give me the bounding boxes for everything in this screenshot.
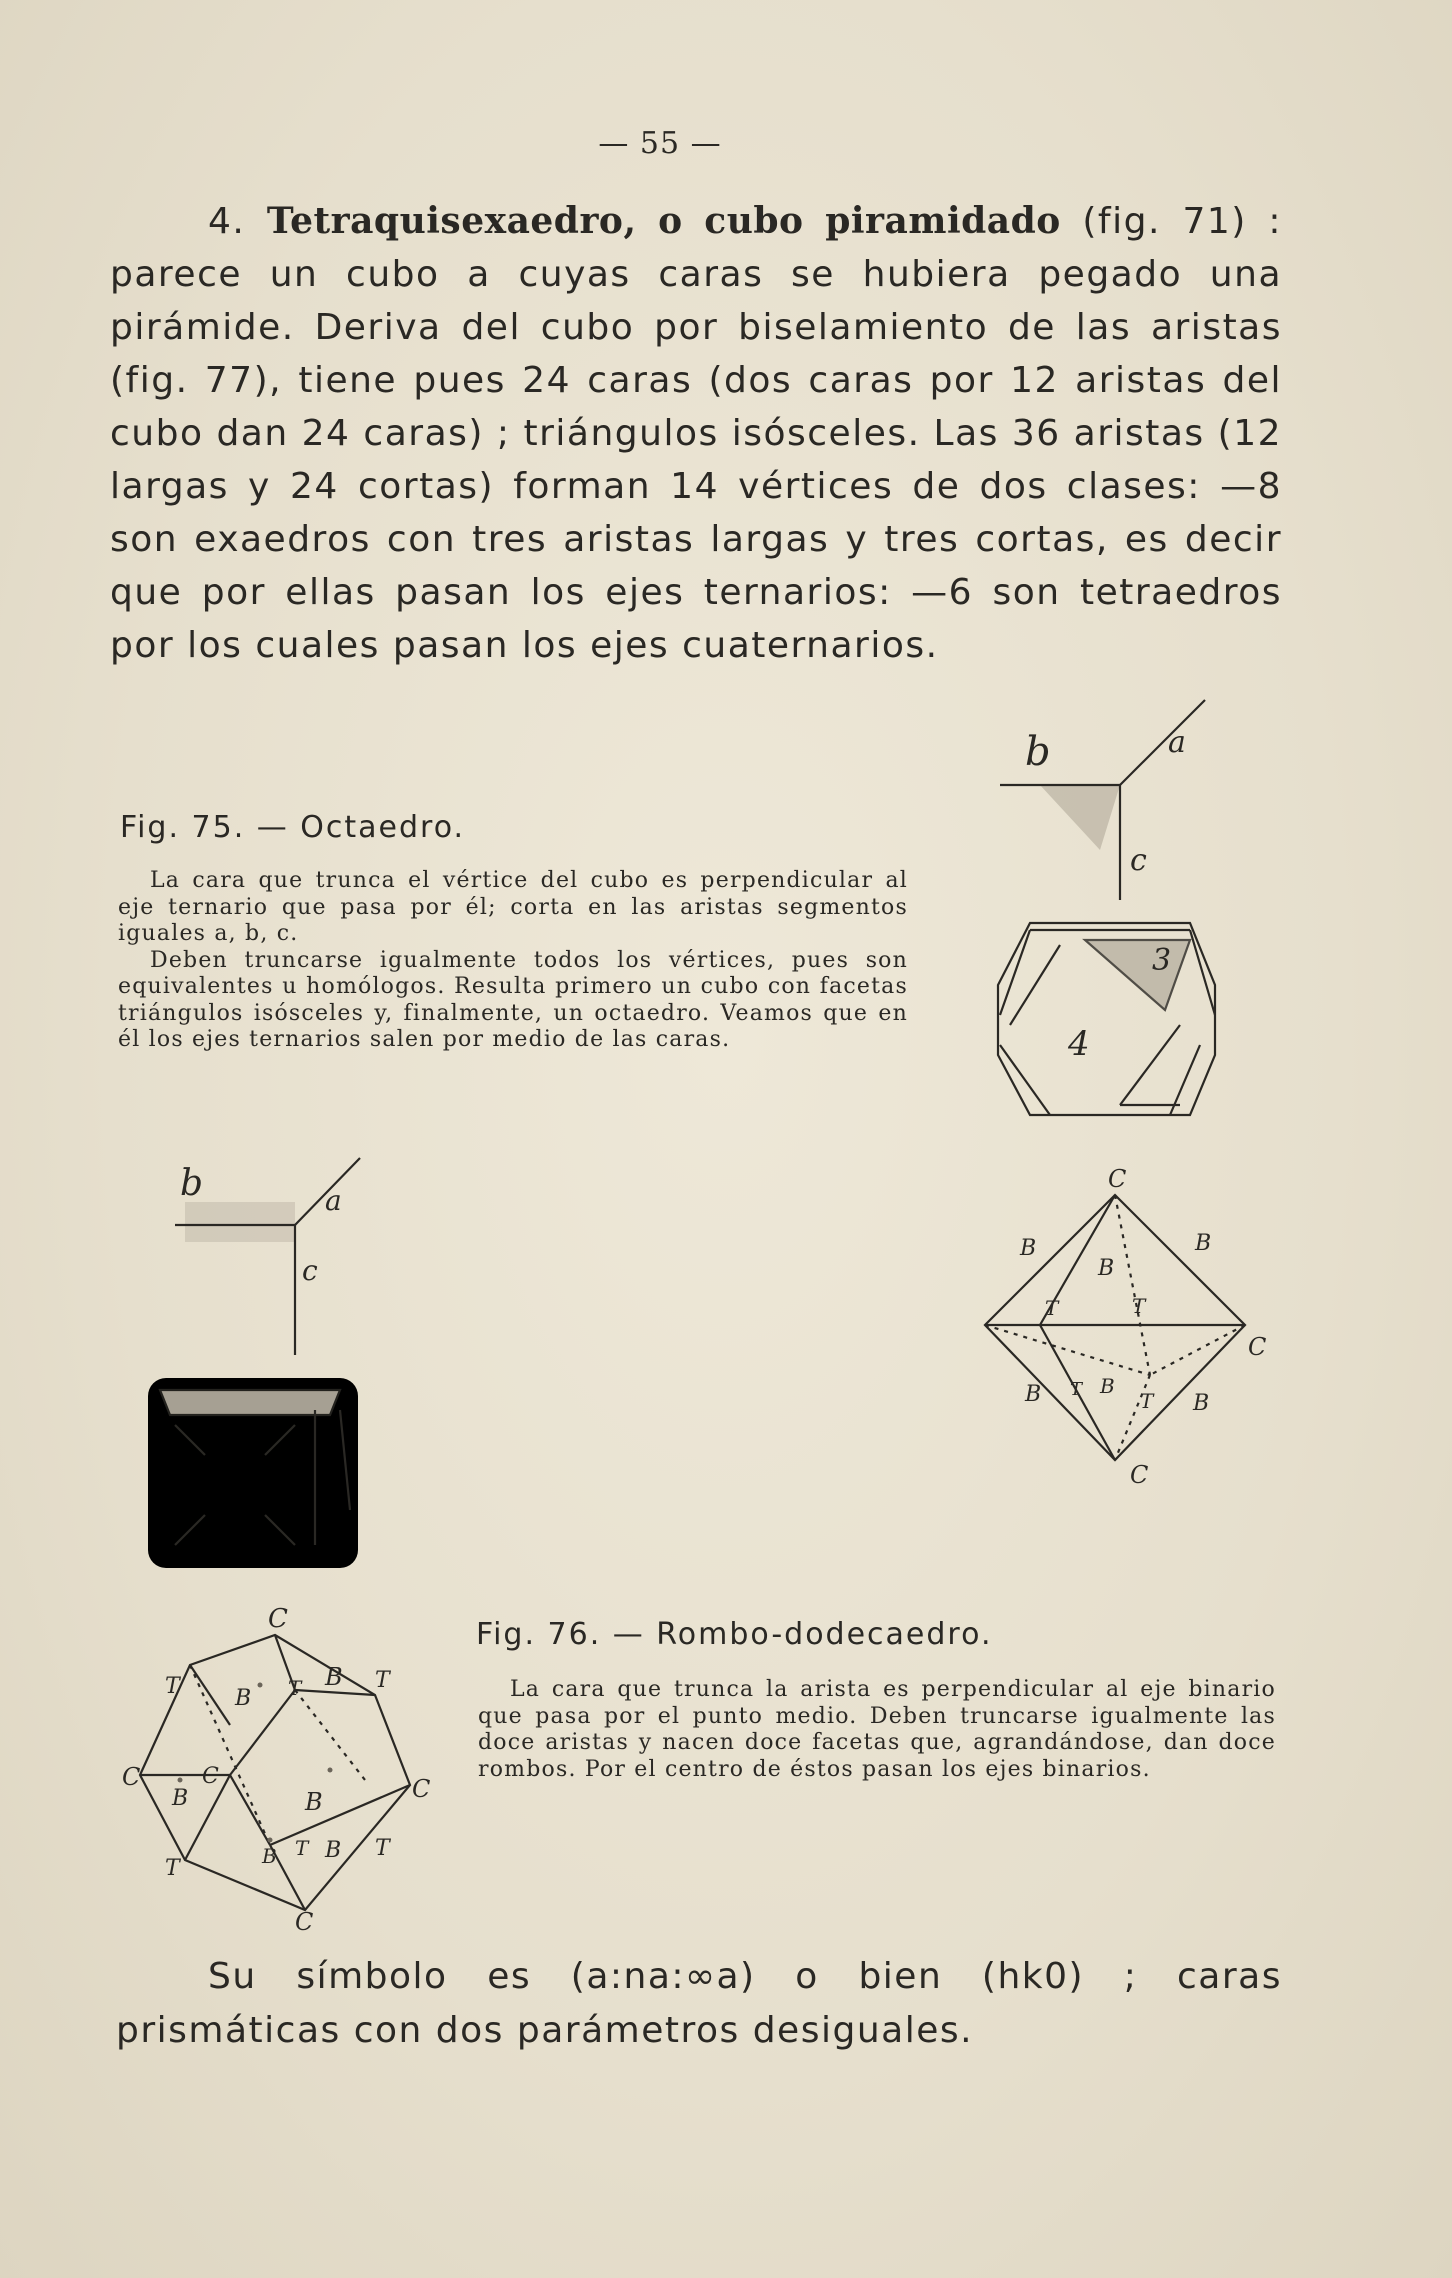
closing-text: Su símbolo es (a:na:∞a) o bien (hk0) ; caras prismáticas con dos parámetros desiguales. (116, 1956, 1282, 2051)
label-C-top: C (1108, 1165, 1127, 1193)
truncation-facet (1085, 940, 1190, 1010)
label-C-bottom: C (1130, 1461, 1149, 1485)
label-T-3: T (1070, 1379, 1083, 1400)
label-T-6: T (295, 1836, 309, 1860)
fig76-caption-p1: La cara que trunca la arista es perpendicular al eje binario que pasa por el punto medio. Deben truncarse igualmente las doce aristas y nacen doce facetas que, agrandándose, dan doce rombos. Por el centro de éstos pasan los ejes binarios. (478, 1677, 1276, 1782)
label-T-1: T (165, 1674, 180, 1699)
fig75-caption (118, 868, 908, 1054)
fig75-caption-p1: La cara que trunca el vértice del cubo es perpendicular al eje ternario que pasa por él; corta en las aristas segmentos iguales a, b, c. (118, 868, 908, 946)
label-C-right: C (412, 1775, 431, 1803)
fig76-caption (478, 1677, 1276, 1783)
label-T-4: T (375, 1836, 390, 1861)
stipple-face (185, 1202, 295, 1242)
label-c: c (1130, 843, 1147, 878)
vertex-truncation-diagram-left (170, 1150, 400, 1360)
label-B-3: B (172, 1786, 189, 1811)
label-T-1: T (1045, 1296, 1059, 1320)
label-B-2: B (1195, 1231, 1212, 1256)
label-c: c (302, 1254, 318, 1287)
label-C-bottom: C (295, 1908, 314, 1935)
label-B-6: B (1193, 1391, 1210, 1416)
section-paragraph (110, 195, 1282, 672)
label-3: 3 (1152, 943, 1172, 978)
section-text: (fig. 71) : parece un cubo a cuyas caras se hubiera pegado una pirámide. Deriva del cubo por biselamiento de las aristas (fig. 77), tiene pues 24 caras (dos caras por 12 aristas del cubo dan 24 caras) ; triángulos isósceles. Las 36 aristas (12 largas y 24 cortas) forman 14 vértices de dos clases: —8 son exaedros con tres aristas largas y tres cortas, es decir que por ellas pasan los ejes ternarios: —6 son tetraedros por los cuales pasan los ejes cuaternarios. (110, 201, 1282, 666)
label-B-1: B (325, 1663, 343, 1691)
label-b: b (180, 1163, 204, 1204)
label-a: a (325, 1184, 342, 1217)
fig75-title: Fig. 75. — Octaedro. (120, 810, 466, 845)
fig75-caption-p2: Deben truncarse igualmente todos los vértices, pues son equivalentes u homólogos. Resulta primero un cubo con facetas triángulos isósceles y, finalmente, un octaedro. Veamos que en él los ejes ternarios salen por medio de las caras. (118, 947, 908, 1052)
label-T-3: T (165, 1856, 180, 1881)
label-T-4: T (1140, 1389, 1154, 1413)
top-facet (160, 1390, 340, 1415)
label-C-left: C (122, 1763, 141, 1791)
fig76-title: Fig. 76. — Rombo-dodecaedro. (476, 1617, 993, 1652)
section-number: 4. (208, 201, 246, 242)
section-title: Tetraquisexaedro, o cubo piramidado (266, 200, 1061, 242)
label-B-3: B (1098, 1256, 1115, 1281)
rhombic-dodecahedron-diagram (110, 1605, 440, 1935)
label-B-6: B (325, 1838, 342, 1863)
label-a: a (1168, 725, 1186, 760)
label-T-5: T (288, 1676, 302, 1700)
truncated-cube-diagram (990, 915, 1220, 1125)
octahedron-diagram (980, 1165, 1270, 1485)
label-B-1: B (1020, 1236, 1037, 1261)
label-T-2: T (375, 1668, 390, 1693)
label-C-top: C (268, 1605, 288, 1634)
bevelled-cube-diagram (140, 1370, 370, 1580)
label-4: 4 (1068, 1024, 1090, 1064)
label-C-right: C (1248, 1333, 1267, 1361)
axis-a-line (1120, 700, 1205, 785)
label-B-4: B (305, 1788, 323, 1816)
label-C-center: C (202, 1764, 219, 1789)
label-T-2: T (1132, 1294, 1146, 1318)
label-B-2: B (235, 1686, 252, 1711)
closing-paragraph (116, 1950, 1282, 2058)
dodecahedron-outline (140, 1635, 410, 1910)
label-b: b (1025, 729, 1051, 775)
stipple-face (1040, 785, 1120, 850)
label-B-5: B (1100, 1374, 1115, 1398)
label-B-5: B (262, 1844, 277, 1868)
label-B-4: B (1025, 1382, 1042, 1407)
vertex-truncation-diagram-top (980, 690, 1220, 910)
page-number: — 55 — (598, 126, 722, 161)
